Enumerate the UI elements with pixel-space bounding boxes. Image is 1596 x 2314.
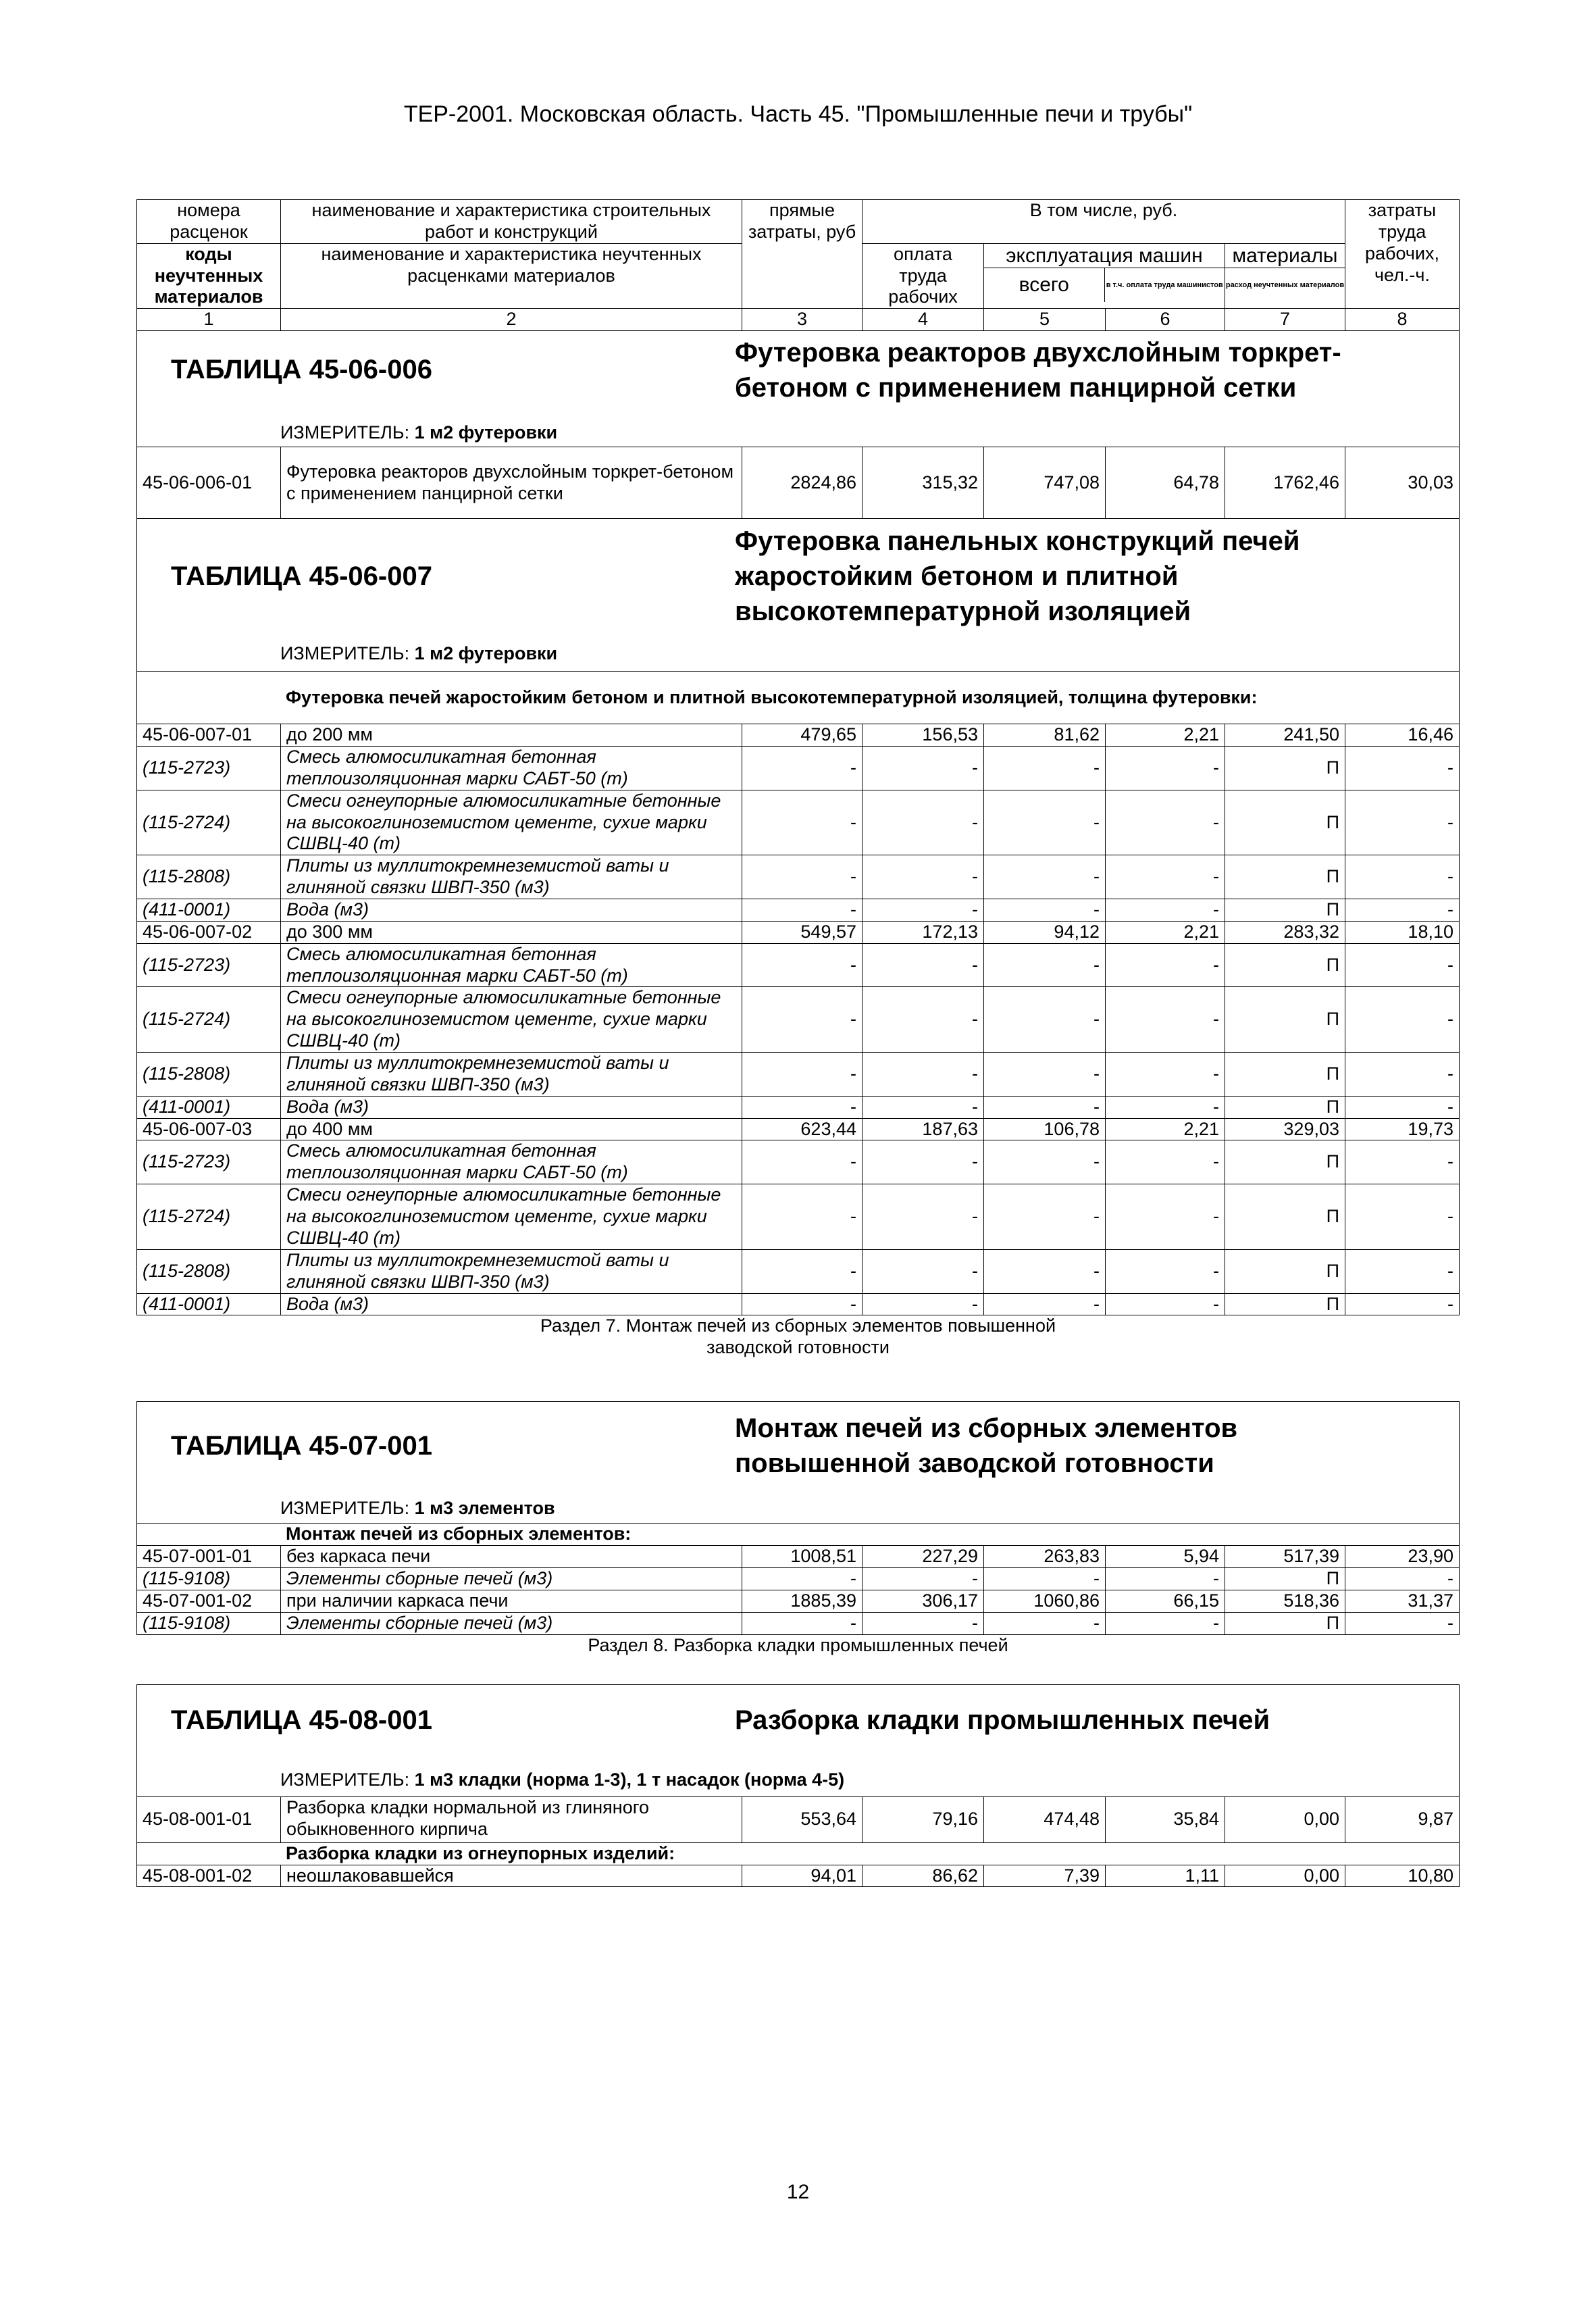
rate-code: 45-06-007-01 [137, 724, 281, 747]
labor-hours: 10,80 [1345, 1865, 1460, 1887]
section-title: заводской готовности [706, 1337, 890, 1358]
wages: - [863, 1096, 984, 1118]
table-code: ТАБЛИЦА 45-06-006 [171, 355, 432, 385]
section-title: Раздел 8. Разборка кладки промышленных печей [588, 1634, 1008, 1655]
machinist-wages: - [1106, 1612, 1225, 1634]
direct-costs: - [742, 1053, 863, 1097]
wages: - [863, 1293, 984, 1315]
wages: - [863, 1184, 984, 1250]
machinist-wages: - [1106, 1293, 1225, 1315]
rate-name: Смеси огнеупорные алюмосиликатные бетонные на высокоглиноземистом цементе, сухие марки СШВЦ-40 (т) [281, 1184, 742, 1250]
rate-name: Смеси огнеупорные алюмосиликатные бетонные на высокоглиноземистом цементе, сухие марки СШВЦ-40 (т) [281, 987, 742, 1053]
rate-name: Вода (м3) [281, 899, 742, 922]
group-heading: Футеровка печей жаростойким бетоном и плитной высокотемпературной изоляцией, толщина футеровки: [137, 672, 1460, 724]
machines-total: - [984, 1568, 1106, 1590]
labor-hours: 31,37 [1345, 1590, 1460, 1612]
materials: 241,50 [1225, 724, 1345, 747]
materials: П [1225, 1612, 1345, 1634]
table-row [137, 899, 1460, 922]
wages: - [863, 899, 984, 922]
labor-hours: - [1345, 987, 1460, 1053]
machines-total: - [984, 1293, 1106, 1315]
labor-hours: - [1345, 1140, 1460, 1184]
materials: 1762,46 [1225, 447, 1345, 519]
wages: 79,16 [863, 1796, 984, 1842]
machines-total: 7,39 [984, 1865, 1106, 1887]
rate-name: Вода (м3) [281, 1096, 742, 1118]
table-row [137, 921, 1460, 943]
table-row [137, 987, 1460, 1053]
rate-code: 45-07-001-01 [137, 1546, 281, 1568]
machines-total: - [984, 1096, 1106, 1118]
group-heading: Разборка кладки из огнеупорных изделий: [137, 1842, 1460, 1865]
materials: П [1225, 1293, 1345, 1315]
direct-costs: 623,44 [742, 1118, 863, 1140]
wages: 86,62 [863, 1865, 984, 1887]
machines-total: - [984, 747, 1106, 790]
wages: 306,17 [863, 1590, 984, 1612]
machines-total: 106,78 [984, 1118, 1106, 1140]
col-header-machines: эксплуатация машин [984, 244, 1225, 268]
rate-code: (115-9108) [137, 1612, 281, 1634]
col-header-unaccounted-materials: расход неучтенных материалов [1225, 280, 1345, 289]
materials: П [1225, 747, 1345, 790]
labor-hours: 19,73 [1345, 1118, 1460, 1140]
rate-name: Вода (м3) [281, 1293, 742, 1315]
machines-total: - [984, 790, 1106, 855]
rate-name: Футеровка реакторов двухслойным торкрет-бетоном с применением панцирной сетки [281, 447, 742, 519]
materials: 517,39 [1225, 1546, 1345, 1568]
table-code: ТАБЛИЦА 45-06-007 [171, 561, 432, 591]
col-number: 4 [863, 309, 984, 331]
machines-total: 1060,86 [984, 1590, 1106, 1612]
direct-costs: - [742, 1096, 863, 1118]
direct-costs: - [742, 1612, 863, 1634]
col-number: 3 [742, 309, 863, 331]
machinist-wages: - [1106, 1096, 1225, 1118]
table-code: ТАБЛИЦА 45-07-001 [171, 1430, 432, 1461]
col-header-materials-name: наименование и характеристика неучтенных расценками материалов [281, 243, 742, 309]
rate-code: (115-2723) [137, 1140, 281, 1184]
machines-total: - [984, 899, 1106, 922]
measure-unit: 1 м3 кладки (норма 1-3), 1 т насадок (норма 4-5) [414, 1769, 845, 1790]
rate-code: 45-06-007-03 [137, 1118, 281, 1140]
materials: П [1225, 1053, 1345, 1097]
direct-costs: - [742, 1568, 863, 1590]
direct-costs: 553,64 [742, 1796, 863, 1842]
rate-code: 45-07-001-02 [137, 1590, 281, 1612]
table-row [137, 747, 1460, 790]
table-row [137, 1865, 1460, 1887]
rate-name: Плиты из муллитокремнеземистой ваты и глиняной связки ШВП-350 (м3) [281, 1053, 742, 1097]
direct-costs: - [742, 987, 863, 1053]
labor-hours: 30,03 [1345, 447, 1460, 519]
col-header-materials: материалы [1225, 244, 1345, 268]
rate-code: 45-06-007-02 [137, 921, 281, 943]
table-row [137, 724, 1460, 747]
direct-costs: - [742, 899, 863, 922]
machines-total: 474,48 [984, 1796, 1106, 1842]
materials: П [1225, 987, 1345, 1053]
machines-total: - [984, 1140, 1106, 1184]
labor-hours: - [1345, 1612, 1460, 1634]
machines-total: - [984, 1612, 1106, 1634]
wages: - [863, 987, 984, 1053]
measure-unit: 1 м2 футеровки [414, 422, 558, 443]
rate-code: (411-0001) [137, 1096, 281, 1118]
materials: 329,03 [1225, 1118, 1345, 1140]
direct-costs: - [742, 1293, 863, 1315]
direct-costs: - [742, 1249, 863, 1293]
group-heading: Монтаж печей из сборных элементов: [137, 1524, 1460, 1546]
direct-costs: 94,01 [742, 1865, 863, 1887]
col-number: 1 [137, 309, 281, 331]
rate-code: (411-0001) [137, 899, 281, 922]
machines-total: 94,12 [984, 921, 1106, 943]
wages: 172,13 [863, 921, 984, 943]
labor-hours: 18,10 [1345, 921, 1460, 943]
machinist-wages: - [1106, 943, 1225, 987]
machines-total: - [984, 943, 1106, 987]
measure-unit: 1 м2 футеровки [414, 643, 558, 664]
labor-hours: - [1345, 1184, 1460, 1250]
table-row [137, 1590, 1460, 1612]
wages: - [863, 855, 984, 899]
rate-name: без каркаса печи [281, 1546, 742, 1568]
rate-name: Элементы сборные печей (м3) [281, 1612, 742, 1634]
col-number: 5 [984, 309, 1106, 331]
table-title: Монтаж печей из сборных элементов повышенной заводской готовности [735, 1413, 1238, 1479]
rate-code: (115-2724) [137, 987, 281, 1053]
section-title: Раздел 7. Монтаж печей из сборных элементов повышенной [540, 1315, 1056, 1336]
materials: П [1225, 943, 1345, 987]
col-header-machines-total: всего [984, 268, 1105, 302]
rate-code: 45-08-001-02 [137, 1865, 281, 1887]
direct-costs: - [742, 1184, 863, 1250]
wages: 315,32 [863, 447, 984, 519]
wages: - [863, 1053, 984, 1097]
col-number: 7 [1225, 309, 1345, 331]
measure-label: ИЗМЕРИТЕЛЬ: [280, 1769, 410, 1790]
table-row [137, 1612, 1460, 1634]
table-row [137, 1053, 1460, 1097]
table-row [137, 1546, 1460, 1568]
rate-code: (115-2723) [137, 943, 281, 987]
machinist-wages: - [1106, 747, 1225, 790]
rate-code: (115-9108) [137, 1568, 281, 1590]
machinist-wages: - [1106, 1249, 1225, 1293]
col-header-labor-hours: затраты труда рабочих, чел.-ч. [1345, 200, 1460, 309]
labor-hours: - [1345, 1568, 1460, 1590]
rates-table [136, 199, 1460, 1887]
measure-label: ИЗМЕРИТЕЛЬ: [280, 1498, 410, 1519]
rate-name: неошлаковавшейся [281, 1865, 742, 1887]
machinist-wages: - [1106, 1184, 1225, 1250]
table-title: Футеровка реакторов двухслойным торкрет-бетоном с применением панцирной сетки [735, 337, 1341, 403]
labor-hours: 16,46 [1345, 724, 1460, 747]
table-row [137, 1293, 1460, 1315]
materials: П [1225, 855, 1345, 899]
machinist-wages: 2,21 [1106, 921, 1225, 943]
machines-total: - [984, 855, 1106, 899]
rate-code: (115-2808) [137, 855, 281, 899]
rate-code: (115-2808) [137, 1053, 281, 1097]
table-row [137, 1096, 1460, 1118]
labor-hours: - [1345, 790, 1460, 855]
labor-hours: - [1345, 1096, 1460, 1118]
table-row [137, 1140, 1460, 1184]
col-number: 8 [1345, 309, 1460, 331]
wages: 156,53 [863, 724, 984, 747]
wages: - [863, 747, 984, 790]
rate-name: до 400 мм [281, 1118, 742, 1140]
materials: П [1225, 899, 1345, 922]
materials: П [1225, 1140, 1345, 1184]
rate-name: при наличии каркаса печи [281, 1590, 742, 1612]
machinist-wages: 35,84 [1106, 1796, 1225, 1842]
labor-hours: - [1345, 1053, 1460, 1097]
machinist-wages: - [1106, 1053, 1225, 1097]
machinist-wages: - [1106, 855, 1225, 899]
rate-name: Смесь алюмосиликатная бетонная теплоизоляционная марки САБТ-50 (т) [281, 1140, 742, 1184]
table-code: ТАБЛИЦА 45-08-001 [171, 1705, 432, 1735]
direct-costs: - [742, 943, 863, 987]
col-number: 2 [281, 309, 742, 331]
col-header-direct-costs: прямые затраты, руб [742, 200, 863, 309]
materials: 0,00 [1225, 1796, 1345, 1842]
machinist-wages: - [1106, 790, 1225, 855]
rate-name: Плиты из муллитокремнеземистой ваты и глиняной связки ШВП-350 (м3) [281, 855, 742, 899]
labor-hours: - [1345, 1249, 1460, 1293]
labor-hours: 23,90 [1345, 1546, 1460, 1568]
machinist-wages: - [1106, 1140, 1225, 1184]
measure-unit: 1 м3 элементов [414, 1498, 555, 1519]
wages: - [863, 1568, 984, 1590]
col-number: 6 [1106, 309, 1225, 331]
rate-code: (115-2724) [137, 790, 281, 855]
table-row [137, 1184, 1460, 1250]
table-row [137, 447, 1460, 519]
materials: П [1225, 1184, 1345, 1250]
labor-hours: - [1345, 855, 1460, 899]
materials: П [1225, 790, 1345, 855]
labor-hours: - [1345, 899, 1460, 922]
direct-costs: 479,65 [742, 724, 863, 747]
table-title: Разборка кладки промышленных печей [735, 1705, 1270, 1736]
rate-name: до 200 мм [281, 724, 742, 747]
machines-total: 747,08 [984, 447, 1106, 519]
rate-name: Смесь алюмосиликатная бетонная теплоизоляционная марки САБТ-50 (т) [281, 943, 742, 987]
rate-name: Элементы сборные печей (м3) [281, 1568, 742, 1590]
wages: - [863, 1249, 984, 1293]
table-row [137, 790, 1460, 855]
wages: - [863, 790, 984, 855]
labor-hours: - [1345, 747, 1460, 790]
wages: - [863, 943, 984, 987]
materials: П [1225, 1096, 1345, 1118]
materials: 518,36 [1225, 1590, 1345, 1612]
rate-name: Разборка кладки нормальной из глиняного обыкновенного кирпича [281, 1796, 742, 1842]
machinist-wages: - [1106, 899, 1225, 922]
table-row [137, 943, 1460, 987]
wages: 227,29 [863, 1546, 984, 1568]
rate-code: (115-2723) [137, 747, 281, 790]
table-title: Футеровка панельных конструкций печей жаростойким бетоном и плитной высокотемпературной изоляцией [735, 526, 1300, 627]
col-header-wages: оплата труда рабочих [863, 243, 984, 309]
rate-code: 45-06-006-01 [137, 447, 281, 519]
labor-hours: - [1345, 1293, 1460, 1315]
col-header-name: наименование и характеристика строительных работ и конструкций [281, 200, 742, 244]
rate-code: (411-0001) [137, 1293, 281, 1315]
rate-code: (115-2808) [137, 1249, 281, 1293]
wages: - [863, 1140, 984, 1184]
col-header-material-codes: коды неучтенных материалов [137, 243, 281, 309]
table-row [137, 1249, 1460, 1293]
direct-costs: 2824,86 [742, 447, 863, 519]
materials: П [1225, 1568, 1345, 1590]
table-row [137, 855, 1460, 899]
machines-total: - [984, 1184, 1106, 1250]
measure-label: ИЗМЕРИТЕЛЬ: [280, 422, 410, 443]
machinist-wages: 1,11 [1106, 1865, 1225, 1887]
direct-costs: - [742, 1140, 863, 1184]
rate-code: 45-08-001-01 [137, 1796, 281, 1842]
machinist-wages: 2,21 [1106, 724, 1225, 747]
machines-total: - [984, 1249, 1106, 1293]
direct-costs: 1008,51 [742, 1546, 863, 1568]
direct-costs: - [742, 790, 863, 855]
machinist-wages: 64,78 [1106, 447, 1225, 519]
measure-label: ИЗМЕРИТЕЛЬ: [280, 643, 410, 664]
wages: - [863, 1612, 984, 1634]
page-number: 12 [786, 2181, 810, 2203]
labor-hours: - [1345, 943, 1460, 987]
rate-name: Смеси огнеупорные алюмосиликатные бетонные на высокоглиноземистом цементе, сухие марки СШВЦ-40 (т) [281, 790, 742, 855]
machinist-wages: 66,15 [1106, 1590, 1225, 1612]
table-row [137, 1796, 1460, 1842]
rate-name: Смесь алюмосиликатная бетонная теплоизоляционная марки САБТ-50 (т) [281, 747, 742, 790]
materials: П [1225, 1249, 1345, 1293]
direct-costs: 549,57 [742, 921, 863, 943]
rate-name: Плиты из муллитокремнеземистой ваты и глиняной связки ШВП-350 (м3) [281, 1249, 742, 1293]
col-header-code: номера расценок [137, 200, 281, 244]
direct-costs: - [742, 855, 863, 899]
table-row [137, 1118, 1460, 1140]
direct-costs: - [742, 747, 863, 790]
rate-name: до 300 мм [281, 921, 742, 943]
table-row [137, 1568, 1460, 1590]
labor-hours: 9,87 [1345, 1796, 1460, 1842]
direct-costs: 1885,39 [742, 1590, 863, 1612]
rate-code: (115-2724) [137, 1184, 281, 1250]
col-header-machinist-wages: в т.ч. оплата труда машинистов [1106, 280, 1223, 289]
machines-total: - [984, 987, 1106, 1053]
machines-total: - [984, 1053, 1106, 1097]
machinist-wages: 5,94 [1106, 1546, 1225, 1568]
document-header: ТЕР-2001. Московская область. Часть 45. "Промышленные печи и трубы" [403, 101, 1193, 127]
materials: 0,00 [1225, 1865, 1345, 1887]
materials: 283,32 [1225, 921, 1345, 943]
col-header-included: В том числе, руб. [863, 200, 1345, 244]
machinist-wages: - [1106, 1568, 1225, 1590]
machinist-wages: - [1106, 987, 1225, 1053]
machinist-wages: 2,21 [1106, 1118, 1225, 1140]
machines-total: 263,83 [984, 1546, 1106, 1568]
wages: 187,63 [863, 1118, 984, 1140]
machines-total: 81,62 [984, 724, 1106, 747]
